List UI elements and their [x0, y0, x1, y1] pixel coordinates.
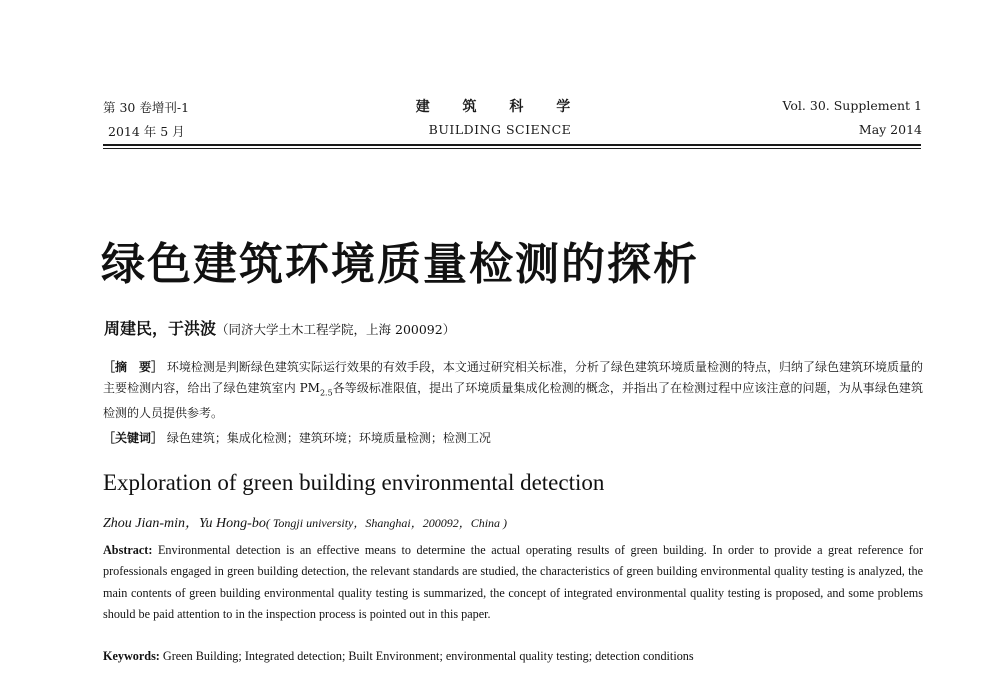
- author-names-en: Zhou Jian-min，Yu Hong-bo: [103, 516, 266, 531]
- authors-en: [103, 512, 507, 532]
- keywords-text-cn: 绿色建筑；集成化检测；建筑环境；环境质量检测；检测工况: [166, 431, 491, 445]
- paper-title-en: Exploration of green building environmental detection: [103, 470, 605, 495]
- pm-subscript: 2.5: [319, 388, 333, 398]
- abstract-text-cn-part2: 各等级标准限值，提出了环境质量集成化检测的概念，并指出了在检测过程中应该注意的问题，为从事绿色建筑检测的人员提供参考。: [103, 381, 923, 421]
- abstract-text-en: Environmental detection is an effective means to determine the actual operating results of green building. In order to provide a great reference for professionals engaged in green building detection, the relevant standards are studied, the characteristics of green building environmental quality testing is analyzed, the main contents of green building environmental quality testing is summarized, the concept of integrated environmental quality testing is proposed, and some problems should be paid attention to in the inspection process is pointed out in this paper.: [103, 543, 923, 621]
- abstract-cn: [103, 357, 923, 424]
- author-affiliation-en: ( Tongji university，Shanghai，200092，China ): [265, 516, 508, 530]
- journal-name-en: BUILDING SCIENCE: [428, 122, 572, 137]
- journal-date-cn: 2014 年 5 月: [108, 124, 185, 139]
- author-names-cn: 周建民，于洪波: [104, 319, 217, 338]
- journal-date-en: May 2014: [858, 122, 922, 137]
- header-rule-thick: [103, 144, 921, 146]
- keywords-cn: [103, 429, 491, 446]
- author-affiliation-cn: （同济大学土木工程学院，上海 200092）: [216, 322, 456, 337]
- keywords-label-cn: ［关键词］: [103, 431, 164, 445]
- journal-volume: 第 30 卷增刊-1: [103, 100, 190, 115]
- keywords-en: [103, 649, 694, 664]
- abstract-label-en: Abstract:: [103, 543, 153, 557]
- abstract-text-cn-part1: 环境检测是判断绿色建筑实际运行效果的有效手段，本文通过研究相关标准，分析了绿色建筑环境质量检测的特点，归纳了绿色建筑环境质量的主要检测内容，给出了绿色建筑室内 PM: [103, 360, 923, 395]
- abstract-en: [103, 540, 923, 625]
- abstract-label-cn: ［摘 要］: [103, 360, 164, 374]
- paper-title-cn: 绿色建筑环境质量检测的探析: [101, 239, 699, 290]
- journal-name-cn: 建 筑 科 学: [415, 99, 585, 115]
- keywords-label-en: Keywords:: [103, 649, 160, 663]
- keywords-text-en: Green Building; Integrated detection; Built Environment; environmental quality testing; detection conditions: [162, 649, 694, 663]
- journal-volume-en: Vol. 30. Supplement 1: [782, 98, 922, 113]
- authors-cn: [104, 316, 455, 339]
- header-rule-thin: [103, 148, 921, 149]
